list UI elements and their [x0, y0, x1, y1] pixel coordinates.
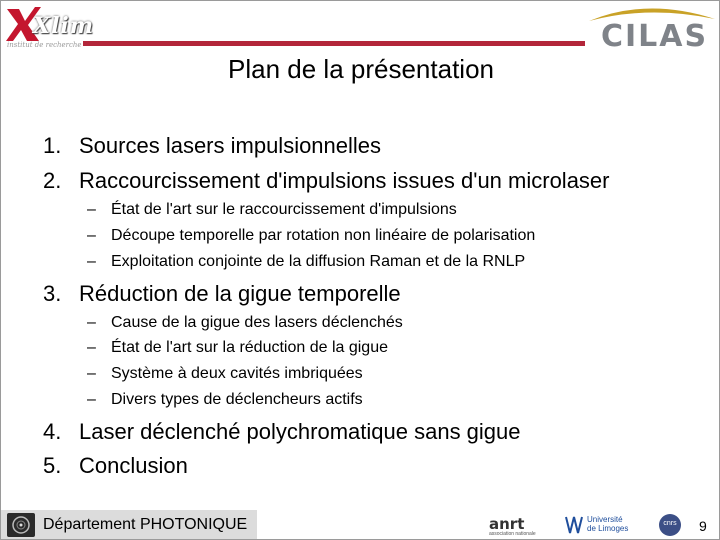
outline-text: Réduction de la gigue temporelle — [79, 281, 401, 306]
cnrs-logo — [659, 514, 683, 538]
xlim-logo — [3, 3, 95, 51]
outline-number: 2. — [43, 168, 62, 193]
outline-number: 4. — [43, 419, 62, 444]
sub-bullet: – — [87, 391, 96, 408]
outline-number: 1. — [43, 133, 62, 158]
xlim-logo-text: Xlim — [33, 13, 95, 39]
anrt-logo — [485, 514, 537, 538]
subitem-text: Cause de la gigue des lasers déclenchés — [111, 314, 403, 331]
outline-text: Conclusion — [79, 453, 188, 478]
outline-subitem — [87, 313, 403, 333]
outline-subitem — [87, 390, 363, 410]
anrt-logo-text: anrt — [489, 515, 525, 533]
subitem-text: État de l'art sur le raccourcissement d'impulsions — [111, 201, 457, 218]
outline-subitem — [87, 226, 535, 246]
outline-text: Sources lasers impulsionnelles — [79, 133, 382, 158]
unilim-line-2: de Limoges — [587, 524, 629, 533]
department-banner — [1, 510, 257, 540]
sub-bullet: – — [87, 227, 96, 244]
subitem-text: Exploitation conjointe de la diffusion Raman et de la RNLP — [111, 253, 526, 270]
outline-text: Raccourcissement d'impulsions issues d'un microlaser — [79, 168, 610, 193]
universite-de-limoges-logo — [565, 514, 631, 538]
sub-bullet: – — [87, 201, 96, 218]
xlim-logo-subtitle: institut de recherche — [7, 41, 82, 49]
sub-bullet: – — [87, 314, 96, 331]
subitem-text: Découpe temporelle par rotation non linéaire de polarisation — [111, 227, 536, 244]
outline-subitem — [87, 364, 363, 384]
outline-subitem — [87, 252, 525, 272]
department-label: Département PHOTONIQUE — [43, 516, 248, 533]
outline-text: Laser déclenché polychromatique sans gigue — [79, 419, 521, 444]
cnrs-logo-text: cnrs — [663, 520, 677, 527]
outline-item-5 — [43, 453, 188, 479]
unilim-mark-icon — [565, 515, 583, 535]
slide-title: Plan de la présentation — [228, 54, 494, 84]
sub-bullet: – — [87, 365, 96, 382]
outline-item-4 — [43, 419, 521, 445]
cilas-logo — [587, 5, 717, 53]
sub-bullet: – — [87, 253, 96, 270]
subitem-text: Divers types de déclencheurs actifs — [111, 391, 363, 408]
subitem-text: Système à deux cavités imbriquées — [111, 365, 363, 382]
cilas-logo-text: CILAS — [601, 19, 709, 54]
header-accent-bar — [83, 41, 585, 46]
anrt-logo-subtitle: association nationale — [489, 531, 536, 537]
sub-bullet: – — [87, 339, 96, 356]
unilim-line-1: Université — [587, 515, 623, 524]
outline-item-3 — [43, 281, 401, 307]
outline-subitem — [87, 338, 388, 358]
outline-item-1 — [43, 133, 381, 159]
outline-item-2 — [43, 168, 610, 194]
subitem-text: État de l'art sur la réduction de la gigue — [111, 339, 388, 356]
outline-subitem — [87, 200, 457, 220]
outline-number: 3. — [43, 281, 62, 306]
footer — [1, 510, 720, 540]
photonics-lens-icon — [7, 513, 35, 537]
outline-number: 5. — [43, 453, 62, 478]
page-number: 9 — [699, 518, 707, 534]
